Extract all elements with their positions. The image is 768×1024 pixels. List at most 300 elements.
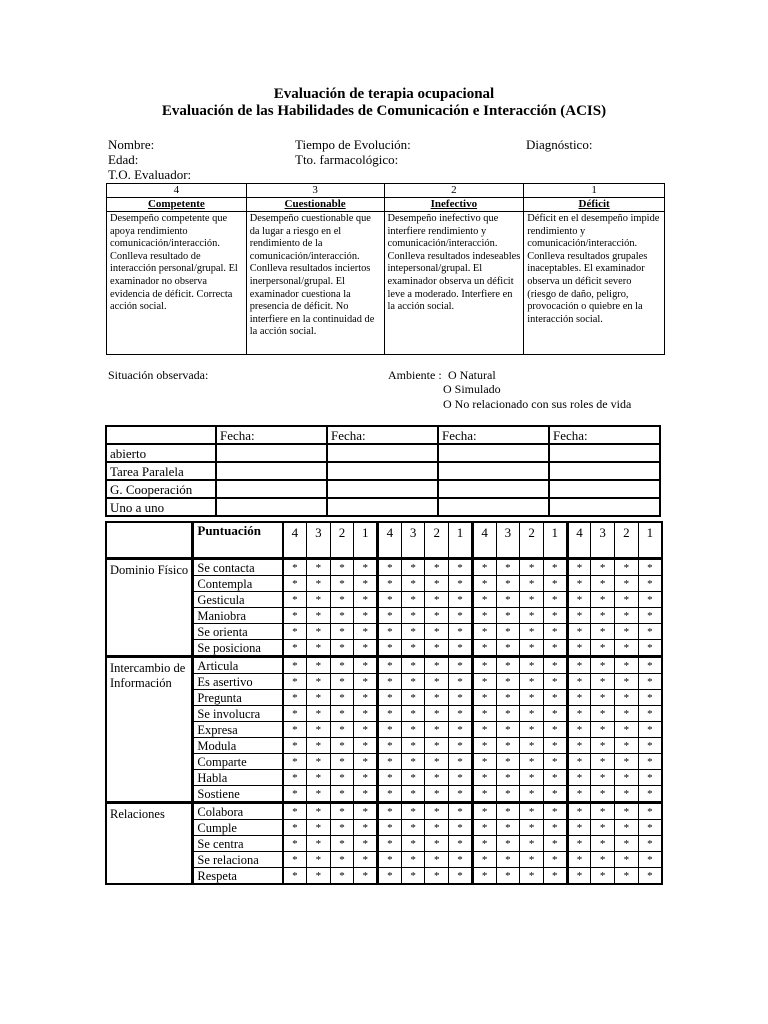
score-cell[interactable]: * (591, 852, 615, 868)
score-cell[interactable]: * (472, 706, 496, 722)
score-cell[interactable]: * (615, 786, 639, 803)
score-cell[interactable]: * (543, 868, 567, 885)
score-cell[interactable]: * (543, 608, 567, 624)
score-cell[interactable]: * (496, 868, 520, 885)
score-cell[interactable]: * (615, 836, 639, 852)
score-cell[interactable]: * (638, 803, 662, 820)
score-cell[interactable]: * (472, 576, 496, 592)
score-cell[interactable]: * (638, 640, 662, 657)
situation-cell[interactable] (327, 444, 438, 462)
score-cell[interactable]: * (283, 786, 307, 803)
score-cell[interactable]: * (283, 706, 307, 722)
score-cell[interactable]: * (425, 786, 449, 803)
score-cell[interactable]: * (591, 674, 615, 690)
score-cell[interactable]: * (472, 608, 496, 624)
score-cell[interactable]: * (330, 722, 354, 738)
score-cell[interactable]: * (520, 754, 544, 770)
score-cell[interactable]: * (472, 852, 496, 868)
score-cell[interactable]: * (543, 722, 567, 738)
score-cell[interactable]: * (520, 592, 544, 608)
score-cell[interactable]: * (472, 820, 496, 836)
score-cell[interactable]: * (425, 754, 449, 770)
score-cell[interactable]: * (543, 836, 567, 852)
score-cell[interactable]: * (401, 640, 425, 657)
score-cell[interactable]: * (520, 559, 544, 576)
score-cell[interactable]: * (378, 608, 402, 624)
score-cell[interactable]: * (543, 640, 567, 657)
score-cell[interactable]: * (354, 608, 378, 624)
score-cell[interactable]: * (306, 722, 330, 738)
score-cell[interactable]: * (401, 559, 425, 576)
score-cell[interactable]: * (378, 820, 402, 836)
score-cell[interactable]: * (638, 786, 662, 803)
score-cell[interactable]: * (496, 803, 520, 820)
score-cell[interactable]: * (401, 592, 425, 608)
score-cell[interactable]: * (615, 852, 639, 868)
score-cell[interactable]: * (520, 624, 544, 640)
score-cell[interactable]: * (330, 624, 354, 640)
situation-cell[interactable] (549, 480, 660, 498)
score-cell[interactable]: * (591, 624, 615, 640)
score-cell[interactable]: * (354, 657, 378, 674)
score-cell[interactable]: * (283, 836, 307, 852)
score-cell[interactable]: * (449, 706, 473, 722)
score-cell[interactable]: * (401, 674, 425, 690)
score-cell[interactable]: * (638, 722, 662, 738)
score-cell[interactable]: * (283, 608, 307, 624)
score-cell[interactable]: * (449, 786, 473, 803)
score-cell[interactable]: * (591, 722, 615, 738)
score-cell[interactable]: * (520, 706, 544, 722)
tto-farmacologico-field[interactable]: Tto. farmacológico: (295, 152, 399, 167)
score-cell[interactable]: * (472, 690, 496, 706)
score-cell[interactable]: * (520, 836, 544, 852)
score-cell[interactable]: * (472, 803, 496, 820)
score-cell[interactable]: * (306, 754, 330, 770)
score-cell[interactable]: * (638, 868, 662, 885)
score-cell[interactable]: * (520, 868, 544, 885)
score-cell[interactable]: * (567, 559, 591, 576)
situation-cell[interactable] (549, 462, 660, 480)
score-cell[interactable]: * (378, 559, 402, 576)
diagnostico-field[interactable]: Diagnóstico: (526, 137, 593, 152)
score-cell[interactable]: * (378, 722, 402, 738)
score-cell[interactable]: * (567, 706, 591, 722)
score-cell[interactable]: * (543, 820, 567, 836)
score-cell[interactable]: * (425, 674, 449, 690)
score-cell[interactable]: * (543, 576, 567, 592)
score-cell[interactable]: * (543, 770, 567, 786)
score-cell[interactable]: * (591, 868, 615, 885)
score-cell[interactable]: * (401, 770, 425, 786)
ambiente-option-natural[interactable]: O Natural (448, 368, 496, 382)
score-cell[interactable]: * (567, 868, 591, 885)
situation-cell[interactable] (327, 480, 438, 498)
score-cell[interactable]: * (567, 770, 591, 786)
score-cell[interactable]: * (306, 820, 330, 836)
score-cell[interactable]: * (378, 738, 402, 754)
score-cell[interactable]: * (425, 803, 449, 820)
score-cell[interactable]: * (567, 640, 591, 657)
score-cell[interactable]: * (591, 820, 615, 836)
score-cell[interactable]: * (425, 868, 449, 885)
score-cell[interactable]: * (591, 640, 615, 657)
score-cell[interactable]: * (306, 690, 330, 706)
score-cell[interactable]: * (449, 624, 473, 640)
score-cell[interactable]: * (425, 657, 449, 674)
score-cell[interactable]: * (425, 690, 449, 706)
score-cell[interactable]: * (449, 770, 473, 786)
score-cell[interactable]: * (520, 657, 544, 674)
score-cell[interactable]: * (638, 690, 662, 706)
score-cell[interactable]: * (567, 690, 591, 706)
score-cell[interactable]: * (354, 592, 378, 608)
score-cell[interactable]: * (496, 722, 520, 738)
score-cell[interactable]: * (543, 706, 567, 722)
score-cell[interactable]: * (496, 820, 520, 836)
score-cell[interactable]: * (496, 852, 520, 868)
score-cell[interactable]: * (449, 576, 473, 592)
score-cell[interactable]: * (354, 836, 378, 852)
score-cell[interactable]: * (615, 820, 639, 836)
score-cell[interactable]: * (354, 770, 378, 786)
score-cell[interactable]: * (283, 576, 307, 592)
score-cell[interactable]: * (472, 722, 496, 738)
score-cell[interactable]: * (449, 559, 473, 576)
score-cell[interactable]: * (330, 868, 354, 885)
score-cell[interactable]: * (615, 576, 639, 592)
score-cell[interactable]: * (306, 852, 330, 868)
score-cell[interactable]: * (638, 706, 662, 722)
score-cell[interactable]: * (401, 576, 425, 592)
score-cell[interactable]: * (472, 868, 496, 885)
score-cell[interactable]: * (354, 706, 378, 722)
score-cell[interactable]: * (283, 852, 307, 868)
score-cell[interactable]: * (306, 786, 330, 803)
score-cell[interactable]: * (496, 690, 520, 706)
score-cell[interactable]: * (638, 852, 662, 868)
score-cell[interactable]: * (378, 803, 402, 820)
situation-cell[interactable] (216, 462, 327, 480)
score-cell[interactable]: * (520, 690, 544, 706)
score-cell[interactable]: * (496, 786, 520, 803)
score-cell[interactable]: * (520, 803, 544, 820)
fecha-cell[interactable]: Fecha: (216, 426, 327, 444)
score-cell[interactable]: * (354, 820, 378, 836)
score-cell[interactable]: * (615, 722, 639, 738)
score-cell[interactable]: * (615, 608, 639, 624)
score-cell[interactable]: * (591, 706, 615, 722)
score-cell[interactable]: * (520, 770, 544, 786)
situation-cell[interactable] (216, 480, 327, 498)
score-cell[interactable]: * (425, 820, 449, 836)
score-cell[interactable]: * (378, 624, 402, 640)
score-cell[interactable]: * (496, 592, 520, 608)
score-cell[interactable]: * (330, 770, 354, 786)
ambiente-option-simulado[interactable]: O Simulado (443, 382, 501, 396)
score-cell[interactable]: * (615, 640, 639, 657)
score-cell[interactable]: * (543, 592, 567, 608)
score-cell[interactable]: * (567, 674, 591, 690)
evaluador-field[interactable]: T.O. Evaluador: (108, 167, 192, 182)
score-cell[interactable]: * (591, 657, 615, 674)
score-cell[interactable]: * (449, 836, 473, 852)
score-cell[interactable]: * (472, 559, 496, 576)
score-cell[interactable]: * (330, 657, 354, 674)
score-cell[interactable]: * (472, 738, 496, 754)
score-cell[interactable]: * (283, 559, 307, 576)
score-cell[interactable]: * (567, 624, 591, 640)
score-cell[interactable]: * (543, 674, 567, 690)
score-cell[interactable]: * (283, 868, 307, 885)
score-cell[interactable]: * (496, 624, 520, 640)
score-cell[interactable]: * (543, 786, 567, 803)
score-cell[interactable]: * (496, 657, 520, 674)
score-cell[interactable]: * (354, 624, 378, 640)
score-cell[interactable]: * (401, 786, 425, 803)
score-cell[interactable]: * (615, 592, 639, 608)
nombre-field[interactable]: Nombre: (108, 137, 155, 152)
score-cell[interactable]: * (567, 657, 591, 674)
score-cell[interactable]: * (543, 738, 567, 754)
score-cell[interactable]: * (496, 738, 520, 754)
score-cell[interactable]: * (496, 576, 520, 592)
fecha-cell[interactable]: Fecha: (549, 426, 660, 444)
score-cell[interactable]: * (449, 657, 473, 674)
score-cell[interactable]: * (378, 674, 402, 690)
score-cell[interactable]: * (354, 576, 378, 592)
score-cell[interactable]: * (401, 706, 425, 722)
score-cell[interactable]: * (354, 690, 378, 706)
score-cell[interactable]: * (401, 722, 425, 738)
score-cell[interactable]: * (449, 640, 473, 657)
score-cell[interactable]: * (472, 592, 496, 608)
score-cell[interactable]: * (449, 754, 473, 770)
score-cell[interactable]: * (378, 836, 402, 852)
score-cell[interactable]: * (425, 576, 449, 592)
score-cell[interactable]: * (472, 770, 496, 786)
score-cell[interactable]: * (591, 592, 615, 608)
score-cell[interactable]: * (306, 770, 330, 786)
score-cell[interactable]: * (378, 640, 402, 657)
score-cell[interactable]: * (567, 803, 591, 820)
score-cell[interactable]: * (449, 852, 473, 868)
score-cell[interactable]: * (591, 690, 615, 706)
score-cell[interactable]: * (567, 592, 591, 608)
score-cell[interactable]: * (449, 722, 473, 738)
score-cell[interactable]: * (354, 786, 378, 803)
score-cell[interactable]: * (591, 803, 615, 820)
score-cell[interactable]: * (615, 770, 639, 786)
score-cell[interactable]: * (354, 738, 378, 754)
score-cell[interactable]: * (638, 754, 662, 770)
score-cell[interactable]: * (401, 690, 425, 706)
situation-cell[interactable] (438, 444, 549, 462)
score-cell[interactable]: * (378, 868, 402, 885)
score-cell[interactable]: * (638, 576, 662, 592)
score-cell[interactable]: * (496, 674, 520, 690)
score-cell[interactable]: * (306, 592, 330, 608)
score-cell[interactable]: * (520, 576, 544, 592)
score-cell[interactable]: * (306, 624, 330, 640)
score-cell[interactable]: * (330, 559, 354, 576)
score-cell[interactable]: * (425, 559, 449, 576)
situation-cell[interactable] (438, 462, 549, 480)
score-cell[interactable]: * (543, 754, 567, 770)
score-cell[interactable]: * (638, 592, 662, 608)
score-cell[interactable]: * (306, 576, 330, 592)
score-cell[interactable]: * (283, 754, 307, 770)
score-cell[interactable]: * (425, 624, 449, 640)
score-cell[interactable]: * (378, 770, 402, 786)
score-cell[interactable]: * (425, 640, 449, 657)
score-cell[interactable]: * (354, 674, 378, 690)
fecha-cell[interactable]: Fecha: (327, 426, 438, 444)
fecha-cell[interactable]: Fecha: (438, 426, 549, 444)
situation-cell[interactable] (438, 480, 549, 498)
tiempo-evolucion-field[interactable]: Tiempo de Evolución: (295, 137, 411, 152)
score-cell[interactable]: * (306, 803, 330, 820)
score-cell[interactable]: * (543, 803, 567, 820)
score-cell[interactable]: * (354, 640, 378, 657)
score-cell[interactable]: * (472, 786, 496, 803)
score-cell[interactable]: * (615, 754, 639, 770)
score-cell[interactable]: * (330, 820, 354, 836)
score-cell[interactable]: * (520, 640, 544, 657)
score-cell[interactable]: * (615, 868, 639, 885)
score-cell[interactable]: * (425, 770, 449, 786)
score-cell[interactable]: * (567, 722, 591, 738)
score-cell[interactable]: * (567, 576, 591, 592)
score-cell[interactable]: * (567, 738, 591, 754)
score-cell[interactable]: * (378, 690, 402, 706)
score-cell[interactable]: * (425, 722, 449, 738)
score-cell[interactable]: * (378, 576, 402, 592)
score-cell[interactable]: * (330, 754, 354, 770)
score-cell[interactable]: * (425, 852, 449, 868)
score-cell[interactable]: * (354, 868, 378, 885)
score-cell[interactable]: * (638, 657, 662, 674)
score-cell[interactable]: * (520, 608, 544, 624)
score-cell[interactable]: * (401, 852, 425, 868)
score-cell[interactable]: * (615, 674, 639, 690)
score-cell[interactable]: * (615, 706, 639, 722)
score-cell[interactable]: * (615, 803, 639, 820)
score-cell[interactable]: * (378, 657, 402, 674)
score-cell[interactable]: * (330, 786, 354, 803)
score-cell[interactable]: * (567, 608, 591, 624)
score-cell[interactable]: * (283, 803, 307, 820)
score-cell[interactable]: * (638, 559, 662, 576)
score-cell[interactable]: * (591, 754, 615, 770)
score-cell[interactable]: * (567, 820, 591, 836)
ambiente-option-no-relacionado[interactable]: O No relacionado con sus roles de vida (443, 397, 632, 411)
situation-cell[interactable] (216, 444, 327, 462)
score-cell[interactable]: * (567, 852, 591, 868)
situation-cell[interactable] (327, 462, 438, 480)
score-cell[interactable]: * (638, 820, 662, 836)
score-cell[interactable]: * (401, 754, 425, 770)
score-cell[interactable]: * (520, 786, 544, 803)
score-cell[interactable]: * (496, 559, 520, 576)
situation-cell[interactable] (438, 498, 549, 516)
score-cell[interactable]: * (591, 836, 615, 852)
score-cell[interactable]: * (354, 754, 378, 770)
score-cell[interactable]: * (401, 836, 425, 852)
score-cell[interactable]: * (543, 657, 567, 674)
score-cell[interactable]: * (543, 852, 567, 868)
score-cell[interactable]: * (472, 640, 496, 657)
score-cell[interactable]: * (520, 674, 544, 690)
score-cell[interactable]: * (306, 608, 330, 624)
score-cell[interactable]: * (638, 608, 662, 624)
score-cell[interactable]: * (283, 820, 307, 836)
score-cell[interactable]: * (330, 836, 354, 852)
score-cell[interactable]: * (401, 738, 425, 754)
score-cell[interactable]: * (330, 608, 354, 624)
score-cell[interactable]: * (496, 640, 520, 657)
score-cell[interactable]: * (401, 657, 425, 674)
score-cell[interactable]: * (472, 657, 496, 674)
score-cell[interactable]: * (283, 690, 307, 706)
score-cell[interactable]: * (378, 852, 402, 868)
score-cell[interactable]: * (306, 868, 330, 885)
score-cell[interactable]: * (378, 706, 402, 722)
score-cell[interactable]: * (638, 738, 662, 754)
score-cell[interactable]: * (401, 608, 425, 624)
score-cell[interactable]: * (330, 576, 354, 592)
score-cell[interactable]: * (615, 559, 639, 576)
score-cell[interactable]: * (401, 624, 425, 640)
score-cell[interactable]: * (472, 836, 496, 852)
score-cell[interactable]: * (283, 592, 307, 608)
score-cell[interactable]: * (449, 820, 473, 836)
score-cell[interactable]: * (449, 803, 473, 820)
score-cell[interactable]: * (401, 868, 425, 885)
score-cell[interactable]: * (567, 786, 591, 803)
score-cell[interactable]: * (449, 608, 473, 624)
score-cell[interactable]: * (330, 674, 354, 690)
score-cell[interactable]: * (520, 852, 544, 868)
score-cell[interactable]: * (283, 722, 307, 738)
score-cell[interactable]: * (425, 706, 449, 722)
score-cell[interactable]: * (496, 754, 520, 770)
score-cell[interactable]: * (330, 803, 354, 820)
score-cell[interactable]: * (425, 592, 449, 608)
score-cell[interactable]: * (520, 738, 544, 754)
score-cell[interactable]: * (638, 624, 662, 640)
score-cell[interactable]: * (354, 803, 378, 820)
score-cell[interactable]: * (306, 657, 330, 674)
score-cell[interactable]: * (330, 706, 354, 722)
score-cell[interactable]: * (306, 738, 330, 754)
score-cell[interactable]: * (330, 640, 354, 657)
score-cell[interactable]: * (401, 820, 425, 836)
score-cell[interactable]: * (330, 690, 354, 706)
score-cell[interactable]: * (472, 624, 496, 640)
score-cell[interactable]: * (496, 706, 520, 722)
score-cell[interactable]: * (425, 608, 449, 624)
score-cell[interactable]: * (591, 608, 615, 624)
score-cell[interactable]: * (306, 674, 330, 690)
score-cell[interactable]: * (283, 657, 307, 674)
score-cell[interactable]: * (496, 770, 520, 786)
score-cell[interactable]: * (378, 754, 402, 770)
score-cell[interactable]: * (401, 803, 425, 820)
score-cell[interactable]: * (472, 674, 496, 690)
score-cell[interactable]: * (449, 690, 473, 706)
score-cell[interactable]: * (496, 608, 520, 624)
